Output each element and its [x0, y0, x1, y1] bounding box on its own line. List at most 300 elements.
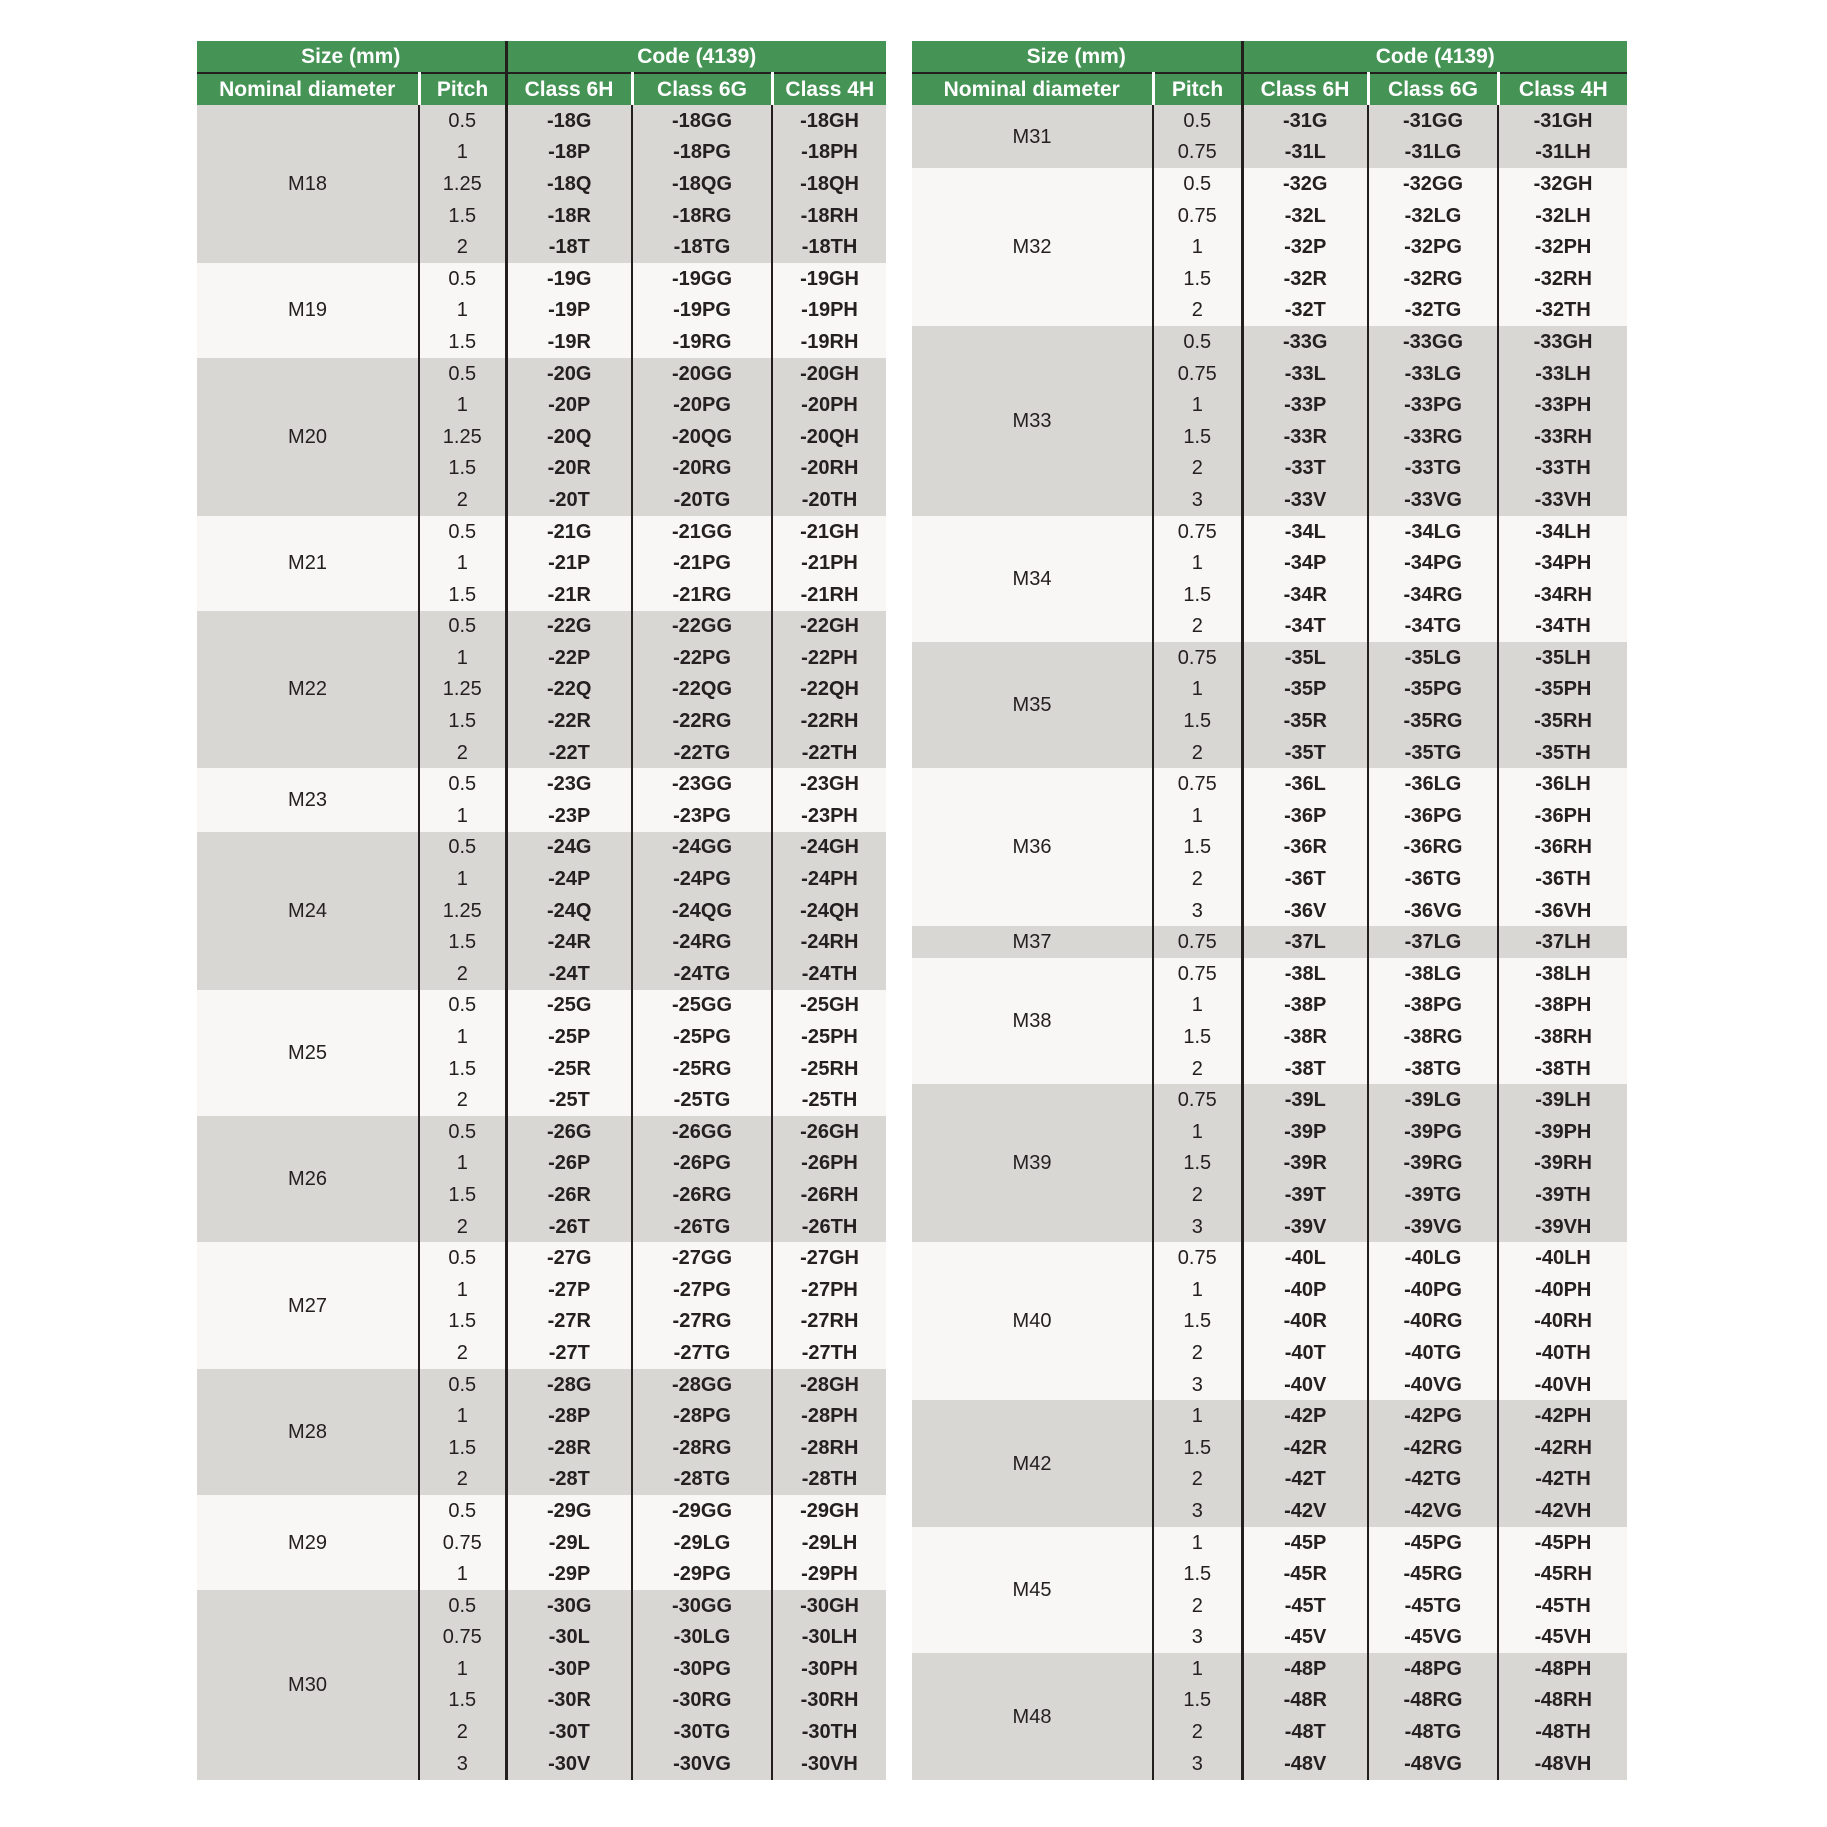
class-6h-code-cell: -40T — [1242, 1337, 1368, 1369]
class-6g-code-cell: -18TG — [632, 231, 772, 263]
class-6h-code-cell: -25R — [506, 1053, 632, 1085]
code-group-header: Code (4139) — [506, 41, 886, 73]
class-6g-code-cell: -22RG — [632, 705, 772, 737]
thread-row — [912, 326, 1627, 358]
pitch-cell: 3 — [1153, 1495, 1242, 1527]
col-header-class-6g: Class 6G — [1368, 73, 1498, 105]
class-6g-code-cell: -29PG — [632, 1558, 772, 1590]
class-4h-code-cell: -26GH — [772, 1116, 886, 1148]
class-6g-code-cell: -23PG — [632, 800, 772, 832]
class-6g-code-cell: -24RG — [632, 926, 772, 958]
class-4h-code-cell: -34PH — [1498, 547, 1627, 579]
class-4h-code-cell: -21RH — [772, 579, 886, 611]
pitch-cell: 2 — [419, 231, 506, 263]
class-6g-code-cell: -20RG — [632, 453, 772, 485]
pitch-cell: 1.25 — [419, 168, 506, 200]
class-4h-code-cell: -19RH — [772, 326, 886, 358]
class-6h-code-cell: -20G — [506, 358, 632, 390]
nominal-diameter-cell: M20 — [197, 358, 419, 516]
pitch-cell: 1.5 — [1153, 1432, 1242, 1464]
class-6g-code-cell: -35TG — [1368, 737, 1498, 769]
class-6g-code-cell: -28RG — [632, 1432, 772, 1464]
class-6g-code-cell: -28GG — [632, 1369, 772, 1401]
class-6h-code-cell: -40P — [1242, 1274, 1368, 1306]
class-6g-code-cell: -24TG — [632, 958, 772, 990]
pitch-cell: 0.5 — [419, 611, 506, 643]
class-6g-code-cell: -36LG — [1368, 768, 1498, 800]
class-4h-code-cell: -33VH — [1498, 484, 1627, 516]
class-6g-code-cell: -19GG — [632, 263, 772, 295]
thread-row — [912, 926, 1627, 958]
pitch-cell: 0.5 — [419, 358, 506, 390]
class-4h-code-cell: -39PH — [1498, 1116, 1627, 1148]
class-4h-code-cell: -48VH — [1498, 1748, 1627, 1780]
thread-row — [912, 1400, 1627, 1432]
class-6h-code-cell: -33P — [1242, 389, 1368, 421]
nominal-diameter-cell: M34 — [912, 516, 1153, 642]
pitch-cell: 1 — [419, 137, 506, 169]
pitch-cell: 1.5 — [419, 926, 506, 958]
class-6h-code-cell: -22P — [506, 642, 632, 674]
class-6h-code-cell: -18T — [506, 231, 632, 263]
class-4h-code-cell: -18GH — [772, 105, 886, 137]
class-6h-code-cell: -42T — [1242, 1464, 1368, 1496]
class-6h-code-cell: -33R — [1242, 421, 1368, 453]
class-4h-code-cell: -20PH — [772, 389, 886, 421]
class-6h-code-cell: -30R — [506, 1685, 632, 1717]
pitch-cell: 1 — [1153, 674, 1242, 706]
class-6h-code-cell: -32R — [1242, 263, 1368, 295]
class-6g-code-cell: -35LG — [1368, 642, 1498, 674]
class-4h-code-cell: -35PH — [1498, 674, 1627, 706]
class-6h-code-cell: -24P — [506, 863, 632, 895]
class-6h-code-cell: -39R — [1242, 1148, 1368, 1180]
class-6g-code-cell: -26RG — [632, 1179, 772, 1211]
class-6g-code-cell: -27RG — [632, 1306, 772, 1338]
class-4h-code-cell: -29PH — [772, 1558, 886, 1590]
pitch-cell: 0.5 — [419, 1369, 506, 1401]
class-4h-code-cell: -23PH — [772, 800, 886, 832]
thread-row — [197, 1116, 886, 1148]
class-6h-code-cell: -36T — [1242, 863, 1368, 895]
class-4h-code-cell: -39TH — [1498, 1179, 1627, 1211]
class-6g-code-cell: -32GG — [1368, 168, 1498, 200]
class-6h-code-cell: -32G — [1242, 168, 1368, 200]
pitch-cell: 1.25 — [419, 895, 506, 927]
thread-row — [197, 611, 886, 643]
class-4h-code-cell: -36LH — [1498, 768, 1627, 800]
class-6g-code-cell: -39RG — [1368, 1148, 1498, 1180]
pitch-cell: 1 — [419, 1021, 506, 1053]
class-6g-code-cell: -32RG — [1368, 263, 1498, 295]
class-4h-code-cell: -36VH — [1498, 895, 1627, 927]
class-6g-code-cell: -22GG — [632, 611, 772, 643]
class-6h-code-cell: -40R — [1242, 1306, 1368, 1338]
class-4h-code-cell: -48RH — [1498, 1685, 1627, 1717]
col-header-nominal-diameter: Nominal diameter — [197, 73, 419, 105]
col-header-class-4h: Class 4H — [1498, 73, 1627, 105]
class-6h-code-cell: -45T — [1242, 1590, 1368, 1622]
class-6h-code-cell: -39V — [1242, 1211, 1368, 1243]
class-4h-code-cell: -39LH — [1498, 1084, 1627, 1116]
class-6g-code-cell: -30VG — [632, 1748, 772, 1780]
nominal-diameter-cell: M36 — [912, 768, 1153, 926]
class-6g-code-cell: -21PG — [632, 547, 772, 579]
class-6h-code-cell: -27R — [506, 1306, 632, 1338]
pitch-cell: 2 — [419, 1716, 506, 1748]
class-4h-code-cell: -26PH — [772, 1148, 886, 1180]
class-6h-code-cell: -20Q — [506, 421, 632, 453]
class-4h-code-cell: -27PH — [772, 1274, 886, 1306]
class-4h-code-cell: -25GH — [772, 990, 886, 1022]
class-6g-code-cell: -36VG — [1368, 895, 1498, 927]
pitch-cell: 1.5 — [419, 1685, 506, 1717]
col-header-class-4h: Class 4H — [772, 73, 886, 105]
class-4h-code-cell: -33TH — [1498, 453, 1627, 485]
class-6g-code-cell: -48VG — [1368, 1748, 1498, 1780]
size-group-header: Size (mm) — [197, 41, 506, 73]
pitch-cell: 0.5 — [419, 1495, 506, 1527]
class-6h-code-cell: -36L — [1242, 768, 1368, 800]
col-header-class-6h: Class 6H — [1242, 73, 1368, 105]
class-6h-code-cell: -38L — [1242, 958, 1368, 990]
class-6h-code-cell: -22Q — [506, 674, 632, 706]
class-6g-code-cell: -29LG — [632, 1527, 772, 1559]
class-6g-code-cell: -28TG — [632, 1464, 772, 1496]
class-6g-code-cell: -31LG — [1368, 137, 1498, 169]
class-4h-code-cell: -45RH — [1498, 1558, 1627, 1590]
pitch-cell: 3 — [1153, 1748, 1242, 1780]
class-6g-code-cell: -30TG — [632, 1716, 772, 1748]
pitch-cell: 1.5 — [1153, 1148, 1242, 1180]
pitch-cell: 2 — [1153, 295, 1242, 327]
class-4h-code-cell: -25PH — [772, 1021, 886, 1053]
class-4h-code-cell: -36TH — [1498, 863, 1627, 895]
class-4h-code-cell: -20GH — [772, 358, 886, 390]
nominal-diameter-cell: M45 — [912, 1527, 1153, 1653]
class-6g-code-cell: -42PG — [1368, 1400, 1498, 1432]
class-6g-code-cell: -33LG — [1368, 358, 1498, 390]
thread-row — [912, 1242, 1627, 1274]
class-6g-code-cell: -31GG — [1368, 105, 1498, 137]
pitch-cell: 1 — [419, 389, 506, 421]
class-6g-code-cell: -38PG — [1368, 990, 1498, 1022]
class-6g-code-cell: -34RG — [1368, 579, 1498, 611]
class-4h-code-cell: -24QH — [772, 895, 886, 927]
class-4h-code-cell: -31GH — [1498, 105, 1627, 137]
class-6h-code-cell: -38P — [1242, 990, 1368, 1022]
class-6h-code-cell: -19P — [506, 295, 632, 327]
class-4h-code-cell: -22QH — [772, 674, 886, 706]
pitch-cell: 0.5 — [419, 105, 506, 137]
class-6h-code-cell: -32L — [1242, 200, 1368, 232]
class-4h-code-cell: -39VH — [1498, 1211, 1627, 1243]
pitch-cell: 1.5 — [1153, 421, 1242, 453]
class-6g-code-cell: -34LG — [1368, 516, 1498, 548]
class-6h-code-cell: -23P — [506, 800, 632, 832]
class-6h-code-cell: -20P — [506, 389, 632, 421]
pitch-cell: 2 — [1153, 1464, 1242, 1496]
class-4h-code-cell: -38TH — [1498, 1053, 1627, 1085]
nominal-diameter-cell: M42 — [912, 1400, 1153, 1526]
pitch-cell: 2 — [419, 958, 506, 990]
table-header-column-row — [197, 73, 886, 105]
pitch-cell: 1.5 — [1153, 263, 1242, 295]
class-4h-code-cell: -30LH — [772, 1622, 886, 1654]
class-4h-code-cell: -30VH — [772, 1748, 886, 1780]
class-6g-code-cell: -45RG — [1368, 1558, 1498, 1590]
class-4h-code-cell: -30TH — [772, 1716, 886, 1748]
class-6h-code-cell: -40V — [1242, 1369, 1368, 1401]
thread-row — [197, 263, 886, 295]
pitch-cell: 0.75 — [1153, 958, 1242, 990]
nominal-diameter-cell: M37 — [912, 926, 1153, 958]
class-6h-code-cell: -33T — [1242, 453, 1368, 485]
class-4h-code-cell: -20QH — [772, 421, 886, 453]
nominal-diameter-cell: M19 — [197, 263, 419, 358]
pitch-cell: 0.75 — [1153, 1084, 1242, 1116]
thread-row — [912, 1527, 1627, 1559]
class-6g-code-cell: -22TG — [632, 737, 772, 769]
thread-row — [197, 1369, 886, 1401]
class-4h-code-cell: -30RH — [772, 1685, 886, 1717]
class-4h-code-cell: -45VH — [1498, 1622, 1627, 1654]
pitch-cell: 3 — [1153, 484, 1242, 516]
class-6h-code-cell: -26R — [506, 1179, 632, 1211]
pitch-cell: 2 — [419, 484, 506, 516]
class-6g-code-cell: -45VG — [1368, 1622, 1498, 1654]
class-6h-code-cell: -35T — [1242, 737, 1368, 769]
class-6g-code-cell: -20GG — [632, 358, 772, 390]
class-6h-code-cell: -36P — [1242, 800, 1368, 832]
class-4h-code-cell: -32LH — [1498, 200, 1627, 232]
class-4h-code-cell: -36PH — [1498, 800, 1627, 832]
class-6h-code-cell: -36V — [1242, 895, 1368, 927]
class-4h-code-cell: -34TH — [1498, 611, 1627, 643]
pitch-cell: 1 — [1153, 1653, 1242, 1685]
class-6g-code-cell: -28PG — [632, 1400, 772, 1432]
class-4h-code-cell: -28RH — [772, 1432, 886, 1464]
class-4h-code-cell: -37LH — [1498, 926, 1627, 958]
pitch-cell: 1 — [1153, 1527, 1242, 1559]
class-6h-code-cell: -32T — [1242, 295, 1368, 327]
class-6g-code-cell: -34TG — [1368, 611, 1498, 643]
class-6g-code-cell: -30GG — [632, 1590, 772, 1622]
pitch-cell: 0.75 — [1153, 642, 1242, 674]
class-6h-code-cell: -26T — [506, 1211, 632, 1243]
table-header-group-row — [197, 41, 886, 73]
class-6h-code-cell: -39P — [1242, 1116, 1368, 1148]
pitch-cell: 2 — [1153, 1590, 1242, 1622]
class-6h-code-cell: -19G — [506, 263, 632, 295]
thread-row — [197, 1590, 886, 1622]
class-4h-code-cell: -40RH — [1498, 1306, 1627, 1338]
class-6h-code-cell: -21P — [506, 547, 632, 579]
class-6h-code-cell: -25G — [506, 990, 632, 1022]
class-4h-code-cell: -24PH — [772, 863, 886, 895]
nominal-diameter-cell: M39 — [912, 1084, 1153, 1242]
class-4h-code-cell: -38PH — [1498, 990, 1627, 1022]
class-6h-code-cell: -29L — [506, 1527, 632, 1559]
class-6g-code-cell: -40LG — [1368, 1242, 1498, 1274]
class-6g-code-cell: -20PG — [632, 389, 772, 421]
nominal-diameter-cell: M23 — [197, 768, 419, 831]
pitch-cell: 1.25 — [419, 674, 506, 706]
class-6h-code-cell: -27P — [506, 1274, 632, 1306]
class-4h-code-cell: -45TH — [1498, 1590, 1627, 1622]
class-6h-code-cell: -31L — [1242, 137, 1368, 169]
col-header-class-6g: Class 6G — [632, 73, 772, 105]
pitch-cell: 0.5 — [419, 1590, 506, 1622]
class-6h-code-cell: -33V — [1242, 484, 1368, 516]
class-6h-code-cell: -35L — [1242, 642, 1368, 674]
pitch-cell: 1.5 — [1153, 1306, 1242, 1338]
pitch-cell: 2 — [1153, 453, 1242, 485]
nominal-diameter-cell: M28 — [197, 1369, 419, 1495]
class-4h-code-cell: -24GH — [772, 832, 886, 864]
class-6g-code-cell: -24PG — [632, 863, 772, 895]
nominal-diameter-cell: M26 — [197, 1116, 419, 1242]
class-4h-code-cell: -29LH — [772, 1527, 886, 1559]
class-6g-code-cell: -25GG — [632, 990, 772, 1022]
nominal-diameter-cell: M40 — [912, 1242, 1153, 1400]
class-6g-code-cell: -33TG — [1368, 453, 1498, 485]
pitch-cell: 2 — [1153, 1053, 1242, 1085]
pitch-cell: 0.75 — [1153, 137, 1242, 169]
pitch-cell: 1 — [1153, 389, 1242, 421]
col-header-nominal-diameter: Nominal diameter — [912, 73, 1153, 105]
class-6h-code-cell: -29P — [506, 1558, 632, 1590]
nominal-diameter-cell: M30 — [197, 1590, 419, 1780]
thread-row — [197, 832, 886, 864]
pitch-cell: 1 — [419, 863, 506, 895]
pitch-cell: 1 — [1153, 547, 1242, 579]
class-6g-code-cell: -39TG — [1368, 1179, 1498, 1211]
class-4h-code-cell: -34RH — [1498, 579, 1627, 611]
pitch-cell: 2 — [1153, 737, 1242, 769]
class-6h-code-cell: -27G — [506, 1242, 632, 1274]
class-6h-code-cell: -22T — [506, 737, 632, 769]
class-6g-code-cell: -32PG — [1368, 231, 1498, 263]
class-6g-code-cell: -25TG — [632, 1084, 772, 1116]
class-6h-code-cell: -35R — [1242, 705, 1368, 737]
class-4h-code-cell: -18PH — [772, 137, 886, 169]
class-4h-code-cell: -19GH — [772, 263, 886, 295]
pitch-cell: 1 — [419, 1274, 506, 1306]
table-header-column-row — [912, 73, 1627, 105]
pitch-cell: 2 — [419, 737, 506, 769]
class-4h-code-cell: -27RH — [772, 1306, 886, 1338]
pitch-cell: 1.5 — [419, 326, 506, 358]
class-6h-code-cell: -22R — [506, 705, 632, 737]
class-6g-code-cell: -24QG — [632, 895, 772, 927]
class-6h-code-cell: -29G — [506, 1495, 632, 1527]
pitch-cell: 1 — [1153, 1400, 1242, 1432]
class-6g-code-cell: -20QG — [632, 421, 772, 453]
class-6g-code-cell: -26TG — [632, 1211, 772, 1243]
class-4h-code-cell: -24TH — [772, 958, 886, 990]
pitch-cell: 3 — [1153, 1622, 1242, 1654]
pitch-cell: 2 — [419, 1464, 506, 1496]
pitch-cell: 1 — [1153, 231, 1242, 263]
class-6g-code-cell: -36PG — [1368, 800, 1498, 832]
class-6h-code-cell: -34R — [1242, 579, 1368, 611]
thread-row — [197, 105, 886, 137]
pitch-cell: 1 — [419, 1148, 506, 1180]
class-6h-code-cell: -26G — [506, 1116, 632, 1148]
class-6h-code-cell: -28T — [506, 1464, 632, 1496]
pitch-cell: 0.5 — [1153, 105, 1242, 137]
class-6g-code-cell: -42RG — [1368, 1432, 1498, 1464]
pitch-cell: 0.75 — [1153, 358, 1242, 390]
class-6g-code-cell: -45TG — [1368, 1590, 1498, 1622]
class-4h-code-cell: -24RH — [772, 926, 886, 958]
class-4h-code-cell: -26RH — [772, 1179, 886, 1211]
size-code-table-right — [912, 41, 1627, 1780]
class-6h-code-cell: -30P — [506, 1653, 632, 1685]
class-4h-code-cell: -40PH — [1498, 1274, 1627, 1306]
nominal-diameter-cell: M29 — [197, 1495, 419, 1590]
class-6g-code-cell: -33PG — [1368, 389, 1498, 421]
pitch-cell: 1 — [419, 1653, 506, 1685]
class-6g-code-cell: -39LG — [1368, 1084, 1498, 1116]
pitch-cell: 1 — [419, 295, 506, 327]
class-6g-code-cell: -33RG — [1368, 421, 1498, 453]
class-4h-code-cell: -33PH — [1498, 389, 1627, 421]
pitch-cell: 1.5 — [419, 1306, 506, 1338]
pitch-cell: 1.5 — [1153, 579, 1242, 611]
class-4h-code-cell: -45PH — [1498, 1527, 1627, 1559]
class-6h-code-cell: -34P — [1242, 547, 1368, 579]
pitch-cell: 0.5 — [419, 1242, 506, 1274]
pitch-cell: 0.75 — [419, 1622, 506, 1654]
nominal-diameter-cell: M27 — [197, 1242, 419, 1368]
class-6h-code-cell: -34L — [1242, 516, 1368, 548]
class-6g-code-cell: -36RG — [1368, 832, 1498, 864]
class-6g-code-cell: -25PG — [632, 1021, 772, 1053]
pitch-cell: 2 — [1153, 1716, 1242, 1748]
pitch-cell: 2 — [1153, 1337, 1242, 1369]
pitch-cell: 0.5 — [419, 263, 506, 295]
class-6h-code-cell: -39L — [1242, 1084, 1368, 1116]
class-6g-code-cell: -24GG — [632, 832, 772, 864]
table-header-group-row — [912, 41, 1627, 73]
class-6g-code-cell: -48TG — [1368, 1716, 1498, 1748]
class-6h-code-cell: -42V — [1242, 1495, 1368, 1527]
class-6h-code-cell: -31G — [1242, 105, 1368, 137]
class-6g-code-cell: -39PG — [1368, 1116, 1498, 1148]
class-6g-code-cell: -33GG — [1368, 326, 1498, 358]
pitch-cell: 1.25 — [419, 421, 506, 453]
nominal-diameter-cell: M25 — [197, 990, 419, 1116]
class-4h-code-cell: -28GH — [772, 1369, 886, 1401]
class-6h-code-cell: -42P — [1242, 1400, 1368, 1432]
class-6g-code-cell: -38TG — [1368, 1053, 1498, 1085]
class-4h-code-cell: -38LH — [1498, 958, 1627, 990]
class-6g-code-cell: -40VG — [1368, 1369, 1498, 1401]
class-6h-code-cell: -48R — [1242, 1685, 1368, 1717]
pitch-cell: 0.75 — [419, 1527, 506, 1559]
class-6g-code-cell: -48PG — [1368, 1653, 1498, 1685]
class-6g-code-cell: -18GG — [632, 105, 772, 137]
pitch-cell: 1 — [419, 1400, 506, 1432]
class-6g-code-cell: -18PG — [632, 137, 772, 169]
col-header-pitch: Pitch — [419, 73, 506, 105]
class-4h-code-cell: -34LH — [1498, 516, 1627, 548]
class-6h-code-cell: -21G — [506, 516, 632, 548]
class-6h-code-cell: -24G — [506, 832, 632, 864]
class-6h-code-cell: -18R — [506, 200, 632, 232]
